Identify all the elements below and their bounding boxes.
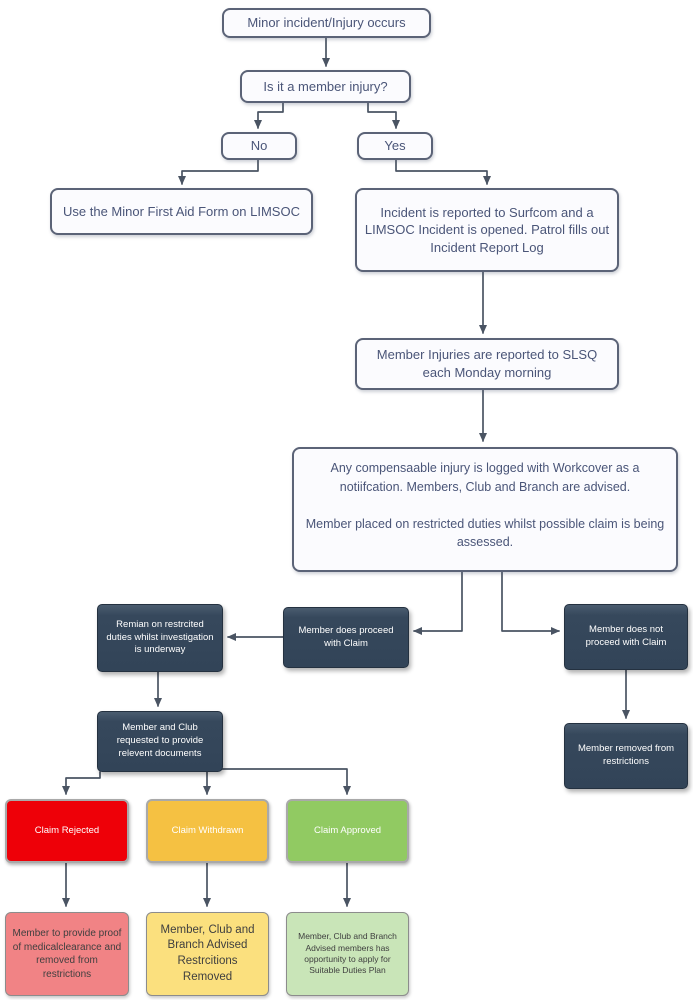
workcover-paragraph-1: Any compensaable injury is logged with Workcover as a notiifcation. Members, Club and Branch are advised. [330, 461, 640, 494]
node-minor-first-aid-form: Use the Minor First Aid Form on LIMSOC [50, 188, 313, 235]
node-proceed-with-claim: Member does proceed with Claim [283, 607, 409, 668]
connector-question-to-no [258, 103, 283, 128]
node-workcover-logged [292, 447, 678, 572]
node-member-injury-question: Is it a member injury? [240, 70, 411, 103]
connector-no-to-limsoc [182, 160, 258, 184]
workcover-paragraph-2: Member placed on restricted duties whilst possible claim is being assessed. [305, 516, 665, 550]
node-medical-clearance-proof: Member to provide proof of medicalclearance and removed from restrictions [5, 912, 129, 996]
connector-workcover-to-not-proceed [502, 572, 559, 631]
node-suitable-duties-plan: Member, Club and Branch Advised members has opportunity to apply for Suitable Duties Plan [286, 912, 409, 996]
connector-workcover-to-proceed [414, 572, 462, 631]
connector-requested-to-rejected [66, 772, 100, 794]
node-claim-rejected: Claim Rejected [5, 799, 129, 863]
node-removed-from-restrictions: Member removed from restrictions [564, 723, 688, 789]
connector-question-to-yes [368, 103, 396, 128]
node-claim-approved: Claim Approved [286, 799, 409, 863]
node-incident-reported: Incident is reported to Surfcom and a LIMSOC Incident is opened. Patrol fills out Incident Report Log [355, 188, 619, 272]
node-member-injuries-reported: Member Injuries are reported to SLSQ each Monday morning [355, 338, 619, 390]
node-remain-restricted: Remian on restrcited duties whilst investigation is underway [97, 604, 223, 672]
node-no: No [221, 132, 297, 160]
node-minor-incident: Minor incident/Injury occurs [222, 8, 431, 38]
node-restrictions-removed-advised: Member, Club and Branch Advised Restrcitions Removed [146, 912, 269, 996]
node-not-proceed-with-claim: Member does not proceed with Claim [564, 604, 688, 670]
node-request-documents: Member and Club requested to provide relevent documents [97, 711, 223, 772]
connector-yes-to-incident [396, 160, 487, 184]
node-claim-withdrawn: Claim Withdrawn [146, 799, 269, 863]
node-yes: Yes [357, 132, 433, 160]
connector-requested-to-approved [222, 769, 347, 794]
